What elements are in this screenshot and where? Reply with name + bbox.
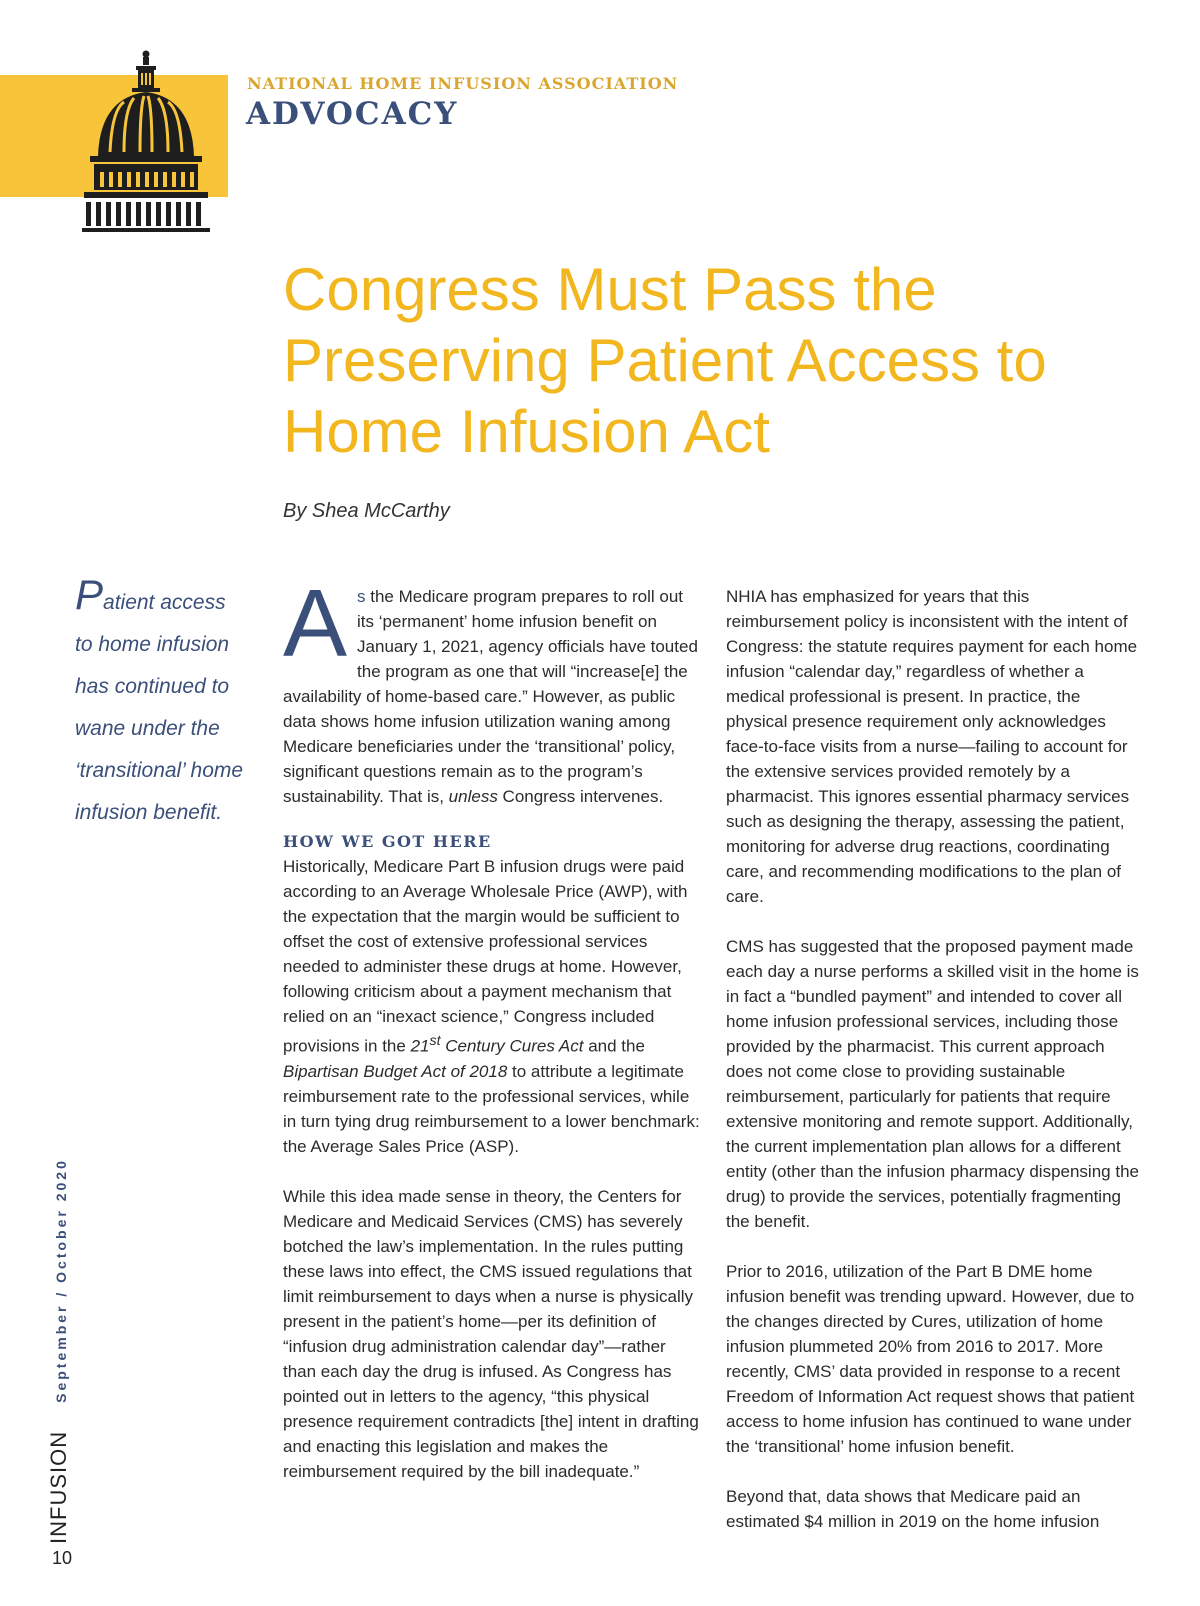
spending-paragraph: Beyond that, data shows that Medicare paid an estimated $4 million in 2019 on the home infusion	[726, 1487, 1100, 1531]
capitol-dome-icon	[80, 48, 212, 234]
page-number: 10	[52, 1548, 73, 1568]
nhia-paragraph: NHIA has emphasized for years that this reimbursement policy is inconsistent with the intent of Congress: the statute requires payment for each home infusion “calendar day,” regardless of whether a medical professional is present. In practice, the physical presence requirement only acknowledges face-to-face visits from a nurse—failing to account for the extensive services provided remotely by a pharmacist. This ignores essential pharmacy services such as designing the therapy, assessing the patient, monitoring for adverse drug reactions, coordinating care, and recommending modifications to the plan of care.	[726, 587, 1138, 906]
bundled-payment-paragraph: CMS has suggested that the proposed payment made each day a nurse performs a skilled visit in the home is in fact a “bundled payment” and intended to cover all home infusion professional services, including those provided by the pharmacist. This current approach does not come close to providing sustainable reimbursement, particularly for patients that require extensive monitoring and remote support. Additionally, the current implementation plan allows for a different entity (other than the infusion pharmacy dispensing the drug) to provide the services, potentially fragmenting the benefit.	[726, 937, 1139, 1231]
vertical-footer	[46, 1158, 72, 1544]
cures-act-title: Century Cures Act	[440, 1036, 584, 1056]
subheading-how-we-got-here: HOW WE GOT HERE	[283, 832, 492, 851]
intro-paragraph	[283, 570, 703, 809]
cures-act-suffix: st	[429, 1033, 441, 1049]
drop-cap: A	[283, 570, 348, 677]
organization-name: NATIONAL HOME INFUSION ASSOCIATION	[247, 74, 679, 93]
article-byline: By Shea McCarthy	[283, 500, 450, 522]
article-column-left	[283, 570, 703, 1484]
budget-act-title: Bipartisan Budget Act of 2018	[283, 1061, 508, 1081]
intro-text: the Medicare program prepares to roll out its ‘permanent’ home infusion benefit on January 1, 2021, agency officials have touted the program as one that will “increase[e] the availability of home-based care.” However, as public data shows home infusion utilization waning among Medicare beneficiaries under the ‘transitional’ policy, significant questions remain as to the program’s sustainability. That is,	[283, 587, 698, 806]
history-text-end: to attribute a legitimate reimbursement rate to the professional services, while in turn tying drug reimbursement to a lower benchmark: the Average Sales Price (ASP).	[283, 1061, 700, 1156]
pull-quote	[75, 571, 245, 834]
section-title: ADVOCACY	[246, 96, 459, 132]
history-text: Historically, Medicare Part B infusion drugs were paid according to an Average Wholesale Price (AWP), with the expectation that the margin would be sufficient to offset the cost of extensive professional services needed to administer these drugs at home. However, following criticism about a payment mechanism that relied on an “inexact science,” Congress included provisions in the	[283, 857, 688, 1056]
history-paragraph	[283, 854, 703, 1159]
issue-date: September / October 2020	[53, 1158, 69, 1403]
history-text-join: and the	[583, 1036, 645, 1056]
intro-emphasis: unless	[448, 787, 498, 806]
article-headline: Congress Must Pass the Preserving Patient Access to Home Infusion Act	[283, 256, 1047, 465]
infusion-logo: INFUSION	[46, 1430, 71, 1544]
intro-text-end: Congress intervenes.	[497, 787, 664, 806]
pull-quote-initial: P	[75, 571, 104, 618]
article-column-right	[726, 584, 1146, 1534]
cms-implementation-paragraph: While this idea made sense in theory, the Centers for Medicare and Medicaid Services (CMS) has severely botched the law’s implementation. In the rules putting these laws into effect, the CMS issued regulations that limit reimbursement to days when a nurse is physically present in the patient’s home—per its definition of “infusion drug administration calendar day”—rather than each day the drug is infused. As Congress has pointed out in letters to the agency, “this physical presence requirement contradicts [the] intent in drafting and enacting this legislation and makes the reimbursement required by the bill inadequate.”	[283, 1186, 699, 1481]
pull-quote-text: atient access to home infusion has continued to wane under the ‘transitional’ home infusion benefit.	[75, 591, 244, 824]
cures-act-number: 21	[410, 1036, 430, 1056]
drop-cap-tail: s	[357, 587, 366, 606]
utilization-paragraph: Prior to 2016, utilization of the Part B DME home infusion benefit was trending upward. However, due to the changes directed by Cures, utilization of home infusion plummeted 20% from 2016 to 2017. More recently, CMS’ data provided in response to a recent Freedom of Information Act request shows that patient access to home infusion has continued to wane under the ‘transitional’ home infusion benefit.	[726, 1262, 1135, 1456]
